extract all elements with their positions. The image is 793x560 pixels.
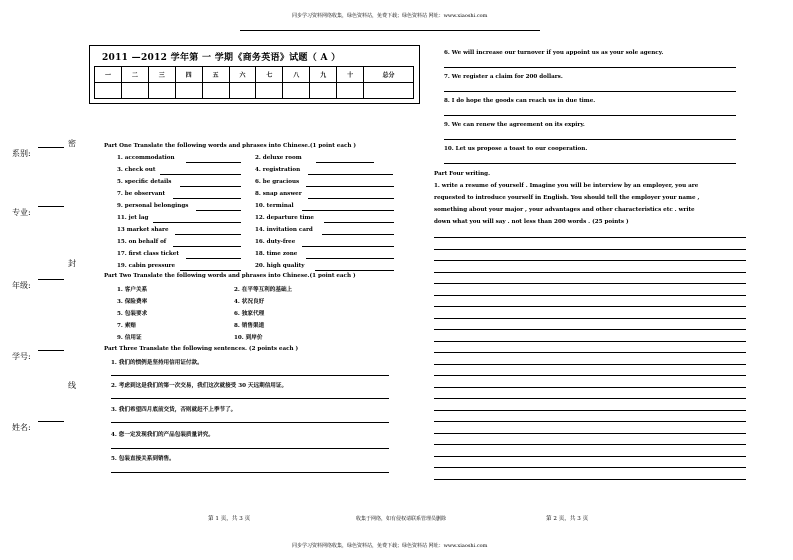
writing-line[interactable] — [434, 433, 746, 434]
exam-title: 2011 —2012 学年第 一 学期《商务英语》试题（ A ） — [102, 53, 341, 63]
part-three-heading: Part Three Translate the following sentences. (2 points each ) — [104, 346, 299, 352]
score-header: 四 — [175, 67, 202, 83]
p1-item-left: 17. first class ticket — [117, 251, 179, 257]
p3-sentence: 4. 您一定发现我们的产品包装质量讲究。 — [111, 432, 214, 438]
p1-item-right: 16. duty-free — [255, 239, 296, 245]
p3-answer-line[interactable] — [111, 472, 389, 473]
p1-item-right: 18. time zone — [255, 251, 298, 257]
p3-answer-line[interactable] — [111, 422, 389, 423]
writing-line[interactable] — [434, 295, 746, 296]
score-header: 总分 — [364, 67, 414, 83]
writing-line[interactable] — [434, 249, 746, 250]
writing-line[interactable] — [434, 272, 746, 273]
p1-item-left: 11. jet lag — [117, 215, 149, 221]
p1-item-right: 20. high quality — [255, 263, 305, 269]
writing-line[interactable] — [434, 387, 746, 388]
p1-answer-line[interactable] — [324, 222, 394, 223]
p3-sentence: 6. We will increase our turnover if you appoint us as your sole agency. — [444, 50, 664, 56]
p1-item-right: 4. registration — [255, 167, 301, 173]
seal-char-feng: 封 — [68, 259, 76, 268]
major-label: 专业: — [12, 208, 31, 217]
writing-line[interactable] — [434, 410, 746, 411]
p3-sentence: 1. 我们的惯例是坚持用信用证付款。 — [111, 360, 203, 366]
score-cell[interactable] — [283, 83, 310, 99]
writing-line[interactable] — [434, 456, 746, 457]
seal-char-xian: 线 — [68, 381, 76, 390]
p1-answer-line[interactable] — [180, 186, 241, 187]
score-cell[interactable] — [229, 83, 256, 99]
p1-answer-line[interactable] — [308, 198, 394, 199]
score-table — [94, 66, 414, 99]
writing-line[interactable] — [434, 237, 746, 238]
p2-item-left: 1. 客户关系 — [117, 287, 148, 293]
part-two-heading: Part Two Translate the following words and phrases into Chinese.(1 point each ) — [104, 273, 356, 279]
writing-line[interactable] — [434, 260, 746, 261]
p1-item-left: 3. check out — [117, 167, 156, 173]
writing-line[interactable] — [434, 398, 746, 399]
p1-answer-line[interactable] — [308, 174, 393, 175]
seal-char-mi: 密 — [68, 139, 76, 148]
p1-item-left: 9. personal belongings — [117, 203, 189, 209]
dept-line — [38, 147, 64, 148]
dept-label: 系别: — [12, 149, 31, 158]
page-number-left: 第 1 页，共 3 页 — [208, 516, 251, 522]
score-header: 二 — [121, 67, 148, 83]
writing-line[interactable] — [434, 364, 746, 365]
p3-sentence: 3. 我们希望四月底前交货，否则就赶不上季节了。 — [111, 407, 237, 413]
p1-answer-line[interactable] — [186, 258, 241, 259]
grade-label: 年级: — [12, 281, 31, 290]
name-line — [38, 421, 64, 422]
p1-answer-line[interactable] — [322, 234, 394, 235]
writing-line[interactable] — [434, 421, 746, 422]
score-header: 六 — [229, 67, 256, 83]
score-header: 八 — [283, 67, 310, 83]
p4-prompt-line: down what you will say . not less than 200 words . (25 points ) — [434, 219, 629, 225]
p1-answer-line[interactable] — [306, 258, 394, 259]
p2-item-right: 4. 状况良好 — [234, 299, 265, 305]
p4-prompt-line: requested to introduce yourself in English. You should tell the employer your name , — [434, 195, 700, 201]
p2-item-left: 7. 索赔 — [117, 323, 136, 329]
p3-answer-line[interactable] — [444, 139, 736, 140]
writing-line[interactable] — [434, 283, 746, 284]
score-cell[interactable] — [256, 83, 283, 99]
score-header: 七 — [256, 67, 283, 83]
score-header: 一 — [95, 67, 122, 83]
grade-line — [38, 279, 64, 280]
p3-answer-line[interactable] — [444, 67, 736, 68]
p1-item-left: 7. be observant — [117, 191, 166, 197]
writing-line[interactable] — [434, 318, 746, 319]
p1-answer-line[interactable] — [315, 270, 394, 271]
p3-answer-line[interactable] — [111, 448, 389, 449]
score-cell[interactable] — [148, 83, 175, 99]
p1-item-right: 8. snap answer — [255, 191, 302, 197]
p1-answer-line[interactable] — [186, 162, 241, 163]
p3-answer-line[interactable] — [444, 91, 736, 92]
p2-item-left: 9. 信用证 — [117, 335, 142, 341]
writing-line[interactable] — [434, 479, 746, 480]
p1-answer-line[interactable] — [180, 270, 241, 271]
p1-item-left: 1. accommodation — [117, 155, 175, 161]
header-rule — [240, 30, 540, 31]
p1-item-left: 5. specific details — [117, 179, 172, 185]
p1-answer-line[interactable] — [175, 234, 241, 235]
writing-line[interactable] — [434, 341, 746, 342]
header-note: 同步学习资料网络收集，绿色资料站，免费下载；绿色资料站 网址：www.xiaoshi.com — [292, 13, 488, 19]
p1-answer-line[interactable] — [173, 246, 241, 247]
p1-answer-line[interactable] — [153, 222, 241, 223]
p1-item-right: 14. invitation card — [255, 227, 313, 233]
p4-prompt-line: something about your major , your advantages and other characteristics etc . write — [434, 207, 695, 213]
score-cell[interactable] — [337, 83, 364, 99]
p3-sentence: 2. 考虑到这是我们的第一次交易，我们这次就接受 30 天远期信用证。 — [111, 383, 288, 389]
exam-header-frame — [89, 45, 420, 104]
p3-sentence: 5. 包装直接关系到销售。 — [111, 456, 175, 462]
score-cell[interactable] — [175, 83, 202, 99]
name-label: 姓名: — [12, 423, 31, 432]
p1-item-right: 12. departure time — [255, 215, 314, 221]
writing-line[interactable] — [434, 352, 746, 353]
p1-item-left: 13 market share — [117, 227, 169, 233]
writing-line[interactable] — [434, 306, 746, 307]
score-header: 五 — [202, 67, 229, 83]
p2-item-right: 6. 独家代理 — [234, 311, 265, 317]
p2-item-left: 5. 包装要求 — [117, 311, 148, 317]
score-header: 九 — [310, 67, 337, 83]
part-four-heading: Part Four writing. — [434, 171, 491, 177]
p3-answer-line[interactable] — [111, 375, 389, 376]
p4-prompt-line: 1. write a resume of yourself . Imagine you will be interview by an employer, you are — [434, 183, 699, 189]
page-number-right: 第 2 页，共 3 页 — [546, 516, 589, 522]
writing-line[interactable] — [434, 329, 746, 330]
p2-item-right: 8. 销售渠道 — [234, 323, 265, 329]
score-cell[interactable] — [364, 83, 414, 99]
p3-answer-line[interactable] — [111, 398, 389, 399]
p1-item-left: 19. cabin pressure — [117, 263, 176, 269]
score-header: 十 — [337, 67, 364, 83]
writing-line[interactable] — [434, 467, 746, 468]
score-cell[interactable] — [310, 83, 337, 99]
footer-note: 同步学习资料网络收集，绿色资料站，免费下载；绿色资料站 网址：www.xiaoshi.com — [292, 543, 488, 549]
score-cell[interactable] — [95, 83, 122, 99]
p1-answer-line[interactable] — [160, 174, 241, 175]
p1-answer-line[interactable] — [306, 186, 394, 187]
p1-answer-line[interactable] — [173, 198, 241, 199]
p3-sentence: 9. We can renew the agreement on its expiry. — [444, 122, 585, 128]
p1-item-right: 10. terminal — [255, 203, 294, 209]
p1-item-left: 15. on behalf of — [117, 239, 167, 245]
score-header: 三 — [148, 67, 175, 83]
score-cell[interactable] — [121, 83, 148, 99]
p1-answer-line[interactable] — [196, 210, 241, 211]
p1-answer-line[interactable] — [316, 162, 374, 163]
p3-sentence: 7. We register a claim for 200 dollars. — [444, 74, 563, 80]
part-one-heading: Part One Translate the following words and phrases into Chinese.(1 point each ) — [104, 143, 357, 149]
p1-item-right: 2. deluxe room — [255, 155, 302, 161]
p3-sentence: 8. I do hope the goods can reach us in due time. — [444, 98, 596, 104]
p2-item-right: 2. 在平等互利的基础上 — [234, 287, 293, 293]
writing-line[interactable] — [434, 375, 746, 376]
student-id-line — [38, 350, 64, 351]
p1-answer-line[interactable] — [302, 210, 394, 211]
p3-sentence: 10. Let us propose a toast to our cooperation. — [444, 146, 588, 152]
p2-item-right: 10. 到岸价 — [234, 335, 263, 341]
p2-item-left: 3. 保险费率 — [117, 299, 148, 305]
p3-answer-line[interactable] — [444, 163, 736, 164]
p1-answer-line[interactable] — [302, 246, 394, 247]
p3-answer-line[interactable] — [444, 115, 736, 116]
score-cell[interactable] — [202, 83, 229, 99]
writing-line[interactable] — [434, 444, 746, 445]
student-id-label: 学号: — [12, 352, 31, 361]
footer-disclaimer: 收集于网络，如有侵权请联系管理员删除 — [356, 516, 447, 522]
major-line — [38, 206, 64, 207]
p1-item-right: 6. be gracious — [255, 179, 300, 185]
